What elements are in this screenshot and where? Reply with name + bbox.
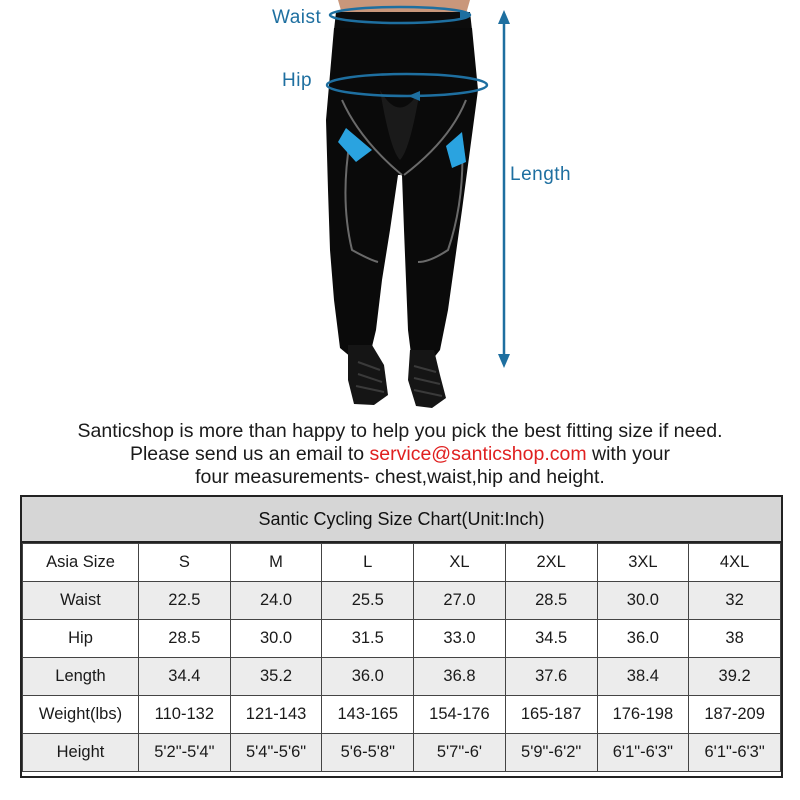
table-cell: 30.0 xyxy=(597,582,689,620)
table-row xyxy=(23,620,781,658)
table-cell: 2XL xyxy=(505,544,597,582)
hip-label: Hip xyxy=(282,70,313,91)
row-header: Asia Size xyxy=(23,544,139,582)
support-email-link[interactable]: service@santicshop.com xyxy=(369,443,587,465)
table-cell: M xyxy=(230,544,322,582)
table-cell: 30.0 xyxy=(230,620,322,658)
table-cell: 28.5 xyxy=(505,582,597,620)
table-cell: 36.0 xyxy=(322,658,414,696)
table-cell: 38.4 xyxy=(597,658,689,696)
size-chart-table xyxy=(22,543,781,772)
waist-label: Waist xyxy=(272,7,322,28)
size-chart-title: Santic Cycling Size Chart(Unit:Inch) xyxy=(22,497,781,543)
table-cell: 35.2 xyxy=(230,658,322,696)
table-cell: 24.0 xyxy=(230,582,322,620)
table-row xyxy=(23,734,781,772)
table-cell: 4XL xyxy=(689,544,781,582)
table-cell: 176-198 xyxy=(597,696,689,734)
intro-line-2: Please send us an email to service@santicshop.com with your xyxy=(129,443,671,465)
table-cell: 5'2"-5'4" xyxy=(139,734,231,772)
table-cell: XL xyxy=(414,544,506,582)
table-cell: 32 xyxy=(689,582,781,620)
table-cell: S xyxy=(139,544,231,582)
table-cell: 36.8 xyxy=(414,658,506,696)
table-cell: 25.5 xyxy=(322,582,414,620)
table-cell: 27.0 xyxy=(414,582,506,620)
table-cell: 5'4"-5'6" xyxy=(230,734,322,772)
row-header: Weight(lbs) xyxy=(23,696,139,734)
intro-line-3: four measurements- chest,waist,hip and height. xyxy=(195,466,605,488)
table-cell: 38 xyxy=(689,620,781,658)
table-cell: 34.4 xyxy=(139,658,231,696)
table-cell: 34.5 xyxy=(505,620,597,658)
row-header: Waist xyxy=(23,582,139,620)
table-row xyxy=(23,582,781,620)
table-cell: 31.5 xyxy=(322,620,414,658)
row-header: Hip xyxy=(23,620,139,658)
table-cell: 5'9"-6'2" xyxy=(505,734,597,772)
table-row xyxy=(23,696,781,734)
length-label: Length xyxy=(510,164,572,185)
table-cell: 143-165 xyxy=(322,696,414,734)
table-cell: 5'6-5'8" xyxy=(322,734,414,772)
table-cell: 187-209 xyxy=(689,696,781,734)
table-cell: 22.5 xyxy=(139,582,231,620)
table-cell: 39.2 xyxy=(689,658,781,696)
table-cell: 33.0 xyxy=(414,620,506,658)
table-cell: 37.6 xyxy=(505,658,597,696)
table-cell: 6'1"-6'3" xyxy=(689,734,781,772)
table-cell: 121-143 xyxy=(230,696,322,734)
table-row xyxy=(23,658,781,696)
table-cell: 3XL xyxy=(597,544,689,582)
table-cell: L xyxy=(322,544,414,582)
table-row xyxy=(23,544,781,582)
size-chart xyxy=(20,495,783,778)
table-cell: 165-187 xyxy=(505,696,597,734)
row-header: Height xyxy=(23,734,139,772)
table-cell: 28.5 xyxy=(139,620,231,658)
table-cell: 36.0 xyxy=(597,620,689,658)
table-cell: 6'1"-6'3" xyxy=(597,734,689,772)
table-cell: 154-176 xyxy=(414,696,506,734)
row-header: Length xyxy=(23,658,139,696)
table-cell: 5'7"-6' xyxy=(414,734,506,772)
intro-line-1: Santicshop is more than happy to help you pick the best fitting size if need. xyxy=(77,420,723,442)
table-cell: 110-132 xyxy=(139,696,231,734)
intro-text xyxy=(0,420,800,489)
